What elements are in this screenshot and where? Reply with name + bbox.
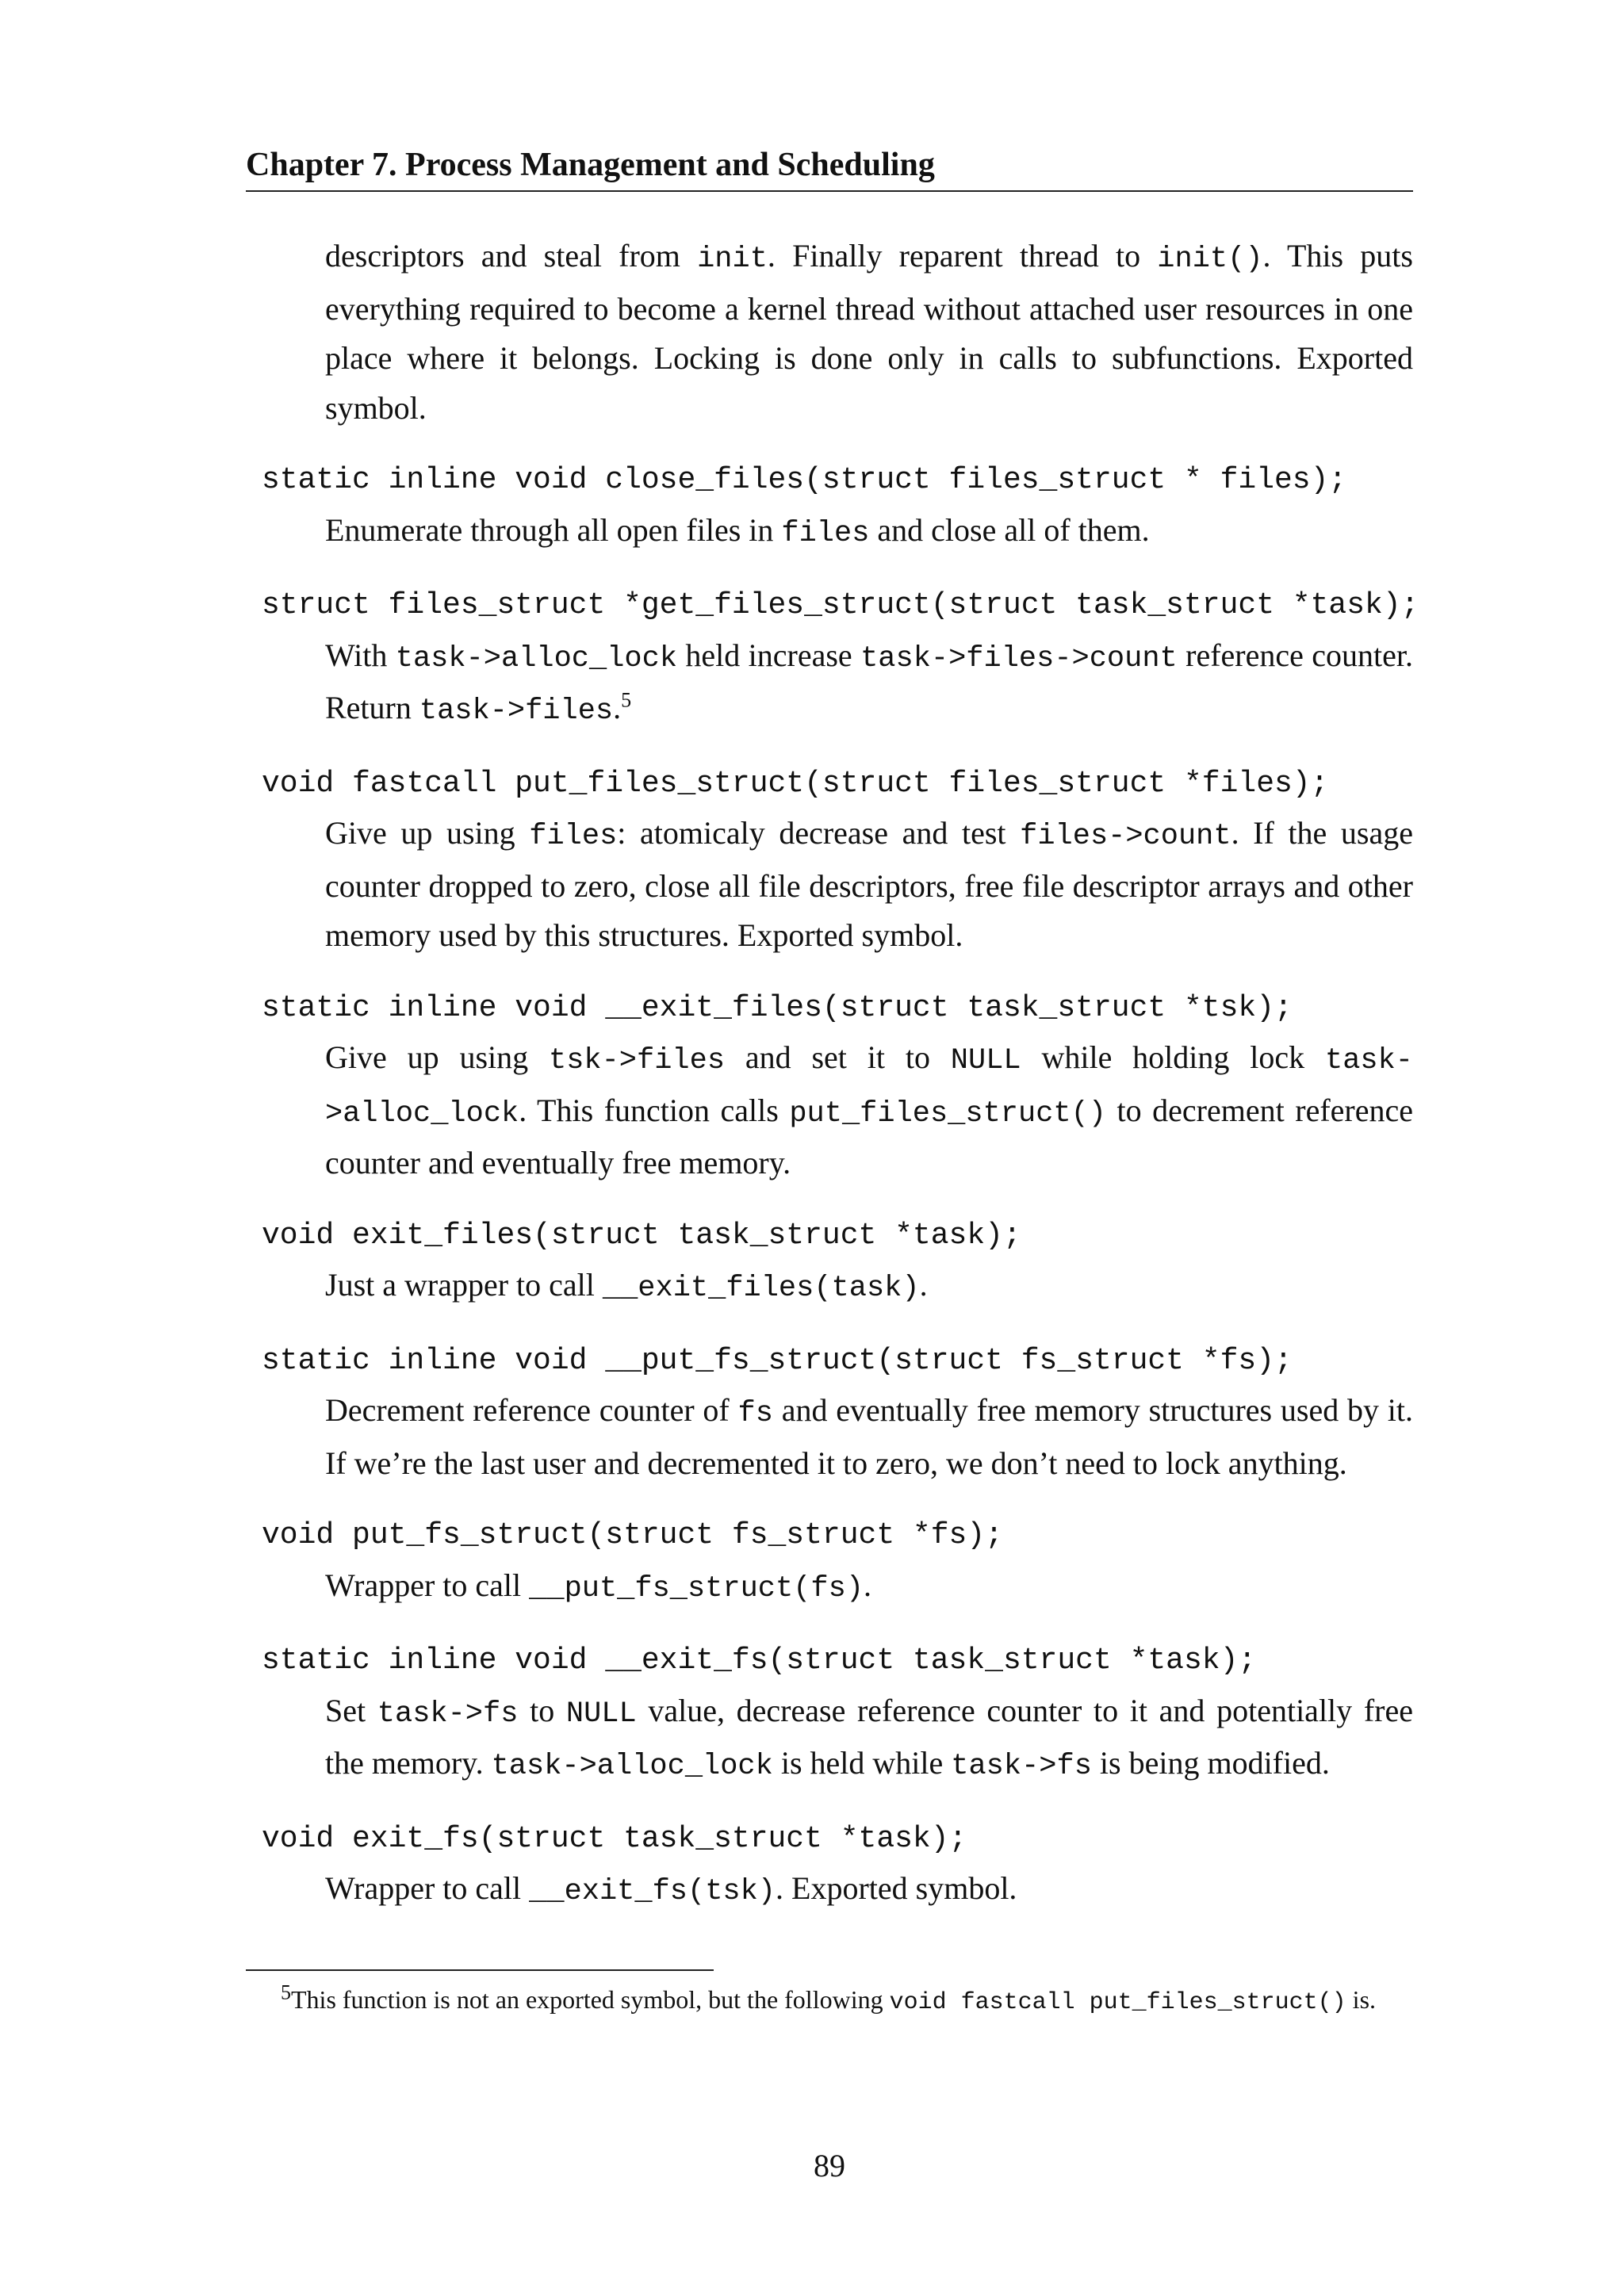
intro-paragraph: descriptors and steal from init. Finally reparent thread to init(). This puts everything required to become a kernel thread without attached user resources in one place where it belongs. Locking is done only in calls to subfunctions. Exported symbol. xyxy=(325,238,1413,426)
footnote-reference[interactable]: 5 xyxy=(621,688,632,712)
function-description: Wrapper to call __exit_fs(tsk). Exported symbol. xyxy=(325,1870,1017,1908)
function-signature: struct files_struct *get_files_struct(struct task_struct *task); xyxy=(262,588,1419,622)
function-description: Give up using files: atomicaly decrease and test files->count. If the usage counter dropped to zero, close all file descriptors, free file descriptor arrays and other memory used by this structures. Exported symbol. xyxy=(325,815,1413,953)
function-signature: void exit_files(struct task_struct *task); xyxy=(262,1218,1021,1253)
function-description: With task->alloc_lock held increase task->files->count reference counter. Return task->files.$^5$ xyxy=(325,637,1413,728)
footnote-divider xyxy=(246,1969,714,1971)
function-description: Set task->fs to NULL value, decrease reference counter to it and potentially free the memory. task->alloc_lock is held while task->fs is being modified. xyxy=(325,1692,1413,1783)
function-entry-get-files-struct xyxy=(246,581,1419,737)
function-entry-exit-files xyxy=(246,1211,1413,1314)
function-description: Wrapper to call __put_fs_struct(fs). xyxy=(325,1567,872,1605)
function-signature: static inline void __exit_fs(struct task_struct *task); xyxy=(262,1644,1257,1678)
function-entry-exit-files-internal xyxy=(246,984,1413,1188)
function-entry-exit-fs-internal xyxy=(246,1636,1413,1792)
function-signature: void fastcall put_files_struct(struct files_struct *files); xyxy=(262,766,1329,801)
function-signature: static inline void __put_fs_struct(struct fs_struct *fs); xyxy=(262,1343,1293,1378)
function-signature: void exit_fs(struct task_struct *task); xyxy=(262,1821,967,1856)
function-description: Enumerate through all open files in files and close all of them. xyxy=(325,511,1150,550)
footnote: $^5$This function is not an exported symbol, but the following void fastcall put_files_struct() is. xyxy=(281,1980,1377,2016)
function-signature: void put_fs_struct(struct fs_struct *fs); xyxy=(262,1518,1003,1552)
function-description: Decrement reference counter of fs and eventually free memory structures used by it. If we’re the last user and decremented it to zero, we don’t need to lock anything. xyxy=(325,1392,1413,1481)
running-header: Chapter 7. Process Management and Scheduling xyxy=(246,143,1413,192)
body-text xyxy=(246,232,1419,1917)
function-signature: static inline void __exit_files(struct task_struct *tsk); xyxy=(262,990,1293,1025)
function-signature: static inline void close_files(struct files_struct * files); xyxy=(262,463,1347,497)
function-entry-put-fs-struct-internal xyxy=(246,1337,1413,1489)
function-description: Give up using tsk->files and set it to NULL while holding lock task->alloc_lock. This function calls put_files_struct() to decrement reference counter and eventually free memory. xyxy=(325,1039,1414,1181)
page-number: 89 xyxy=(814,2148,845,2183)
footnote-mark: 5 xyxy=(281,1980,291,2004)
function-entry-put-fs-struct xyxy=(246,1511,1413,1613)
function-entry-close-files xyxy=(246,456,1413,558)
function-description: Just a wrapper to call __exit_files(task). xyxy=(325,1267,928,1305)
document-page xyxy=(246,0,1419,2296)
function-entry-exit-fs xyxy=(246,1815,1413,1917)
function-entry-put-files-struct xyxy=(246,760,1413,961)
